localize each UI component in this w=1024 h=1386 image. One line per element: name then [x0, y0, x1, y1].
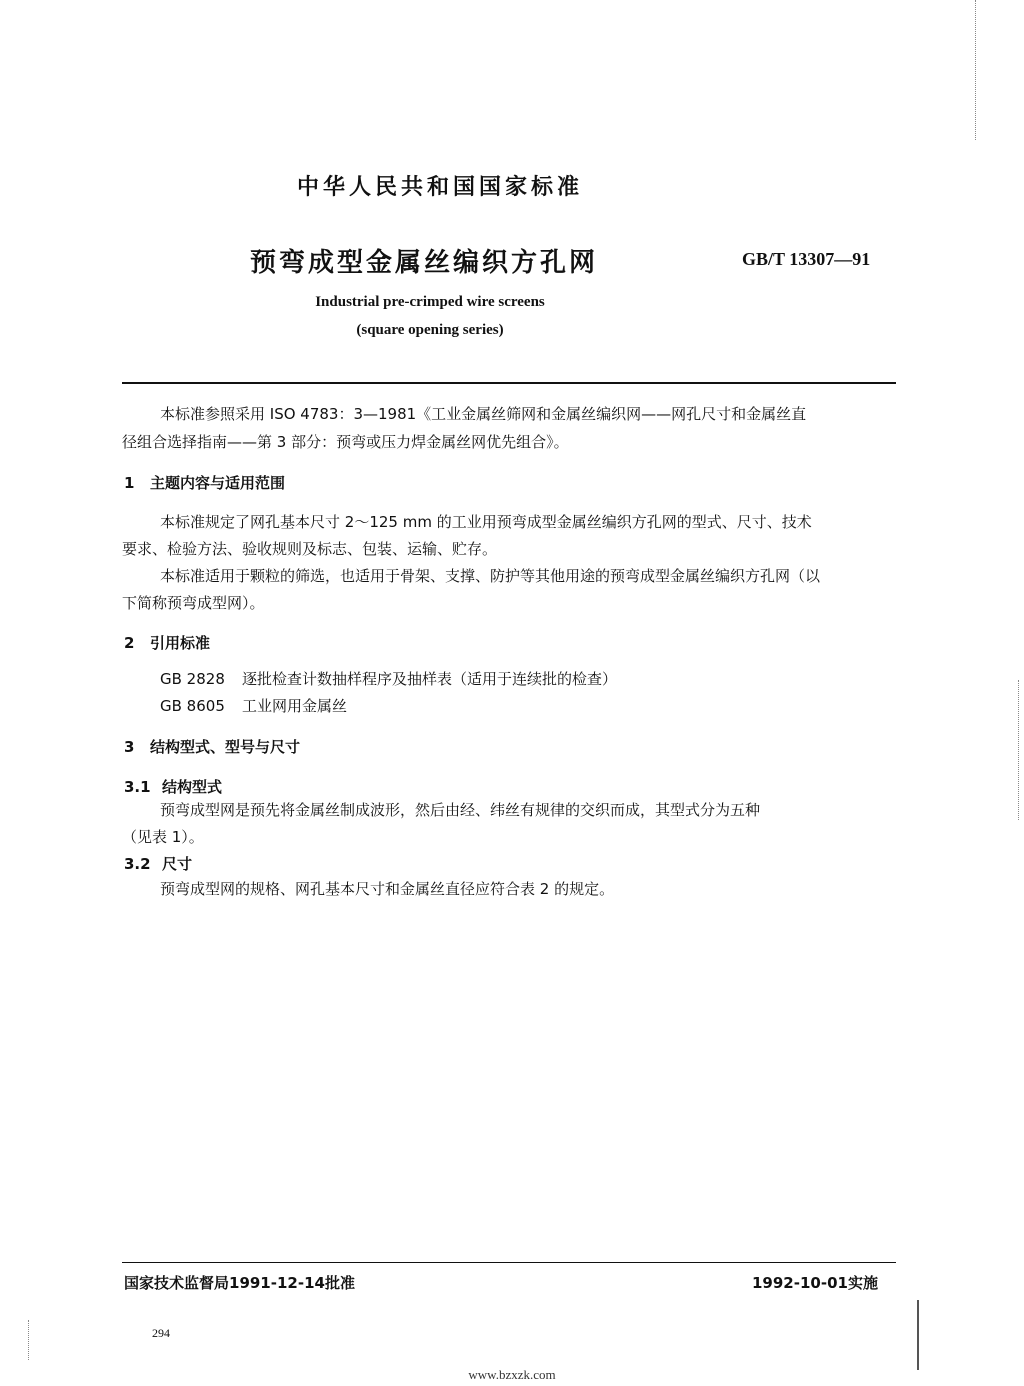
section-1-para-2-line-1: 本标准适用于颗粒的筛选，也适用于骨架、支撑、防护等其他用途的预弯成型金属丝编织方孔网（以 — [160, 567, 821, 585]
section-3-1-line-1: 预弯成型网是预先将金属丝制成波形，然后由经、纬丝有规律的交织而成，其型式分为五种 — [160, 801, 761, 819]
document-title: 预弯成型金属丝编织方孔网 — [250, 248, 599, 278]
section-1-para-2-line-2: 下简称预弯成型网）。 — [122, 594, 265, 612]
intro-line-2: 径组合选择指南——第 3 部分：预弯或压力焊金属丝网优先组合》。 — [122, 433, 569, 451]
standard-code: GB/T 13307—91 — [742, 249, 871, 269]
section-title: 主题内容与适用范围 — [150, 474, 286, 492]
reference-item — [160, 695, 347, 716]
section-3-2-heading — [124, 853, 192, 874]
section-title: 结构型式 — [162, 778, 223, 796]
section-number: 3.2 — [124, 855, 151, 873]
reference-item — [160, 668, 617, 689]
section-3-2-line-1: 预弯成型网的规格、网孔基本尺寸和金属丝直径应符合表 2 的规定。 — [160, 880, 615, 898]
scan-edge-mark — [1018, 680, 1019, 820]
section-1-para-1-line-1: 本标准规定了网孔基本尺寸 2～125 mm 的工业用预弯成型金属丝编织方孔网的型式、尺寸、技术 — [160, 513, 812, 531]
page-number: 294 — [152, 1326, 170, 1340]
section-title: 结构型式、型号与尺寸 — [150, 738, 301, 756]
section-number: 3.1 — [124, 778, 151, 796]
header-divider — [122, 382, 896, 384]
reference-code: GB 2828 — [160, 670, 225, 688]
section-title: 尺寸 — [162, 855, 193, 873]
section-3-1-line-2: （见表 1）。 — [122, 828, 204, 846]
watermark-text: www.bzxzk.com — [468, 1367, 556, 1382]
section-1-heading — [124, 472, 285, 493]
section-title: 引用标准 — [150, 634, 211, 652]
reference-text: 工业网用金属丝 — [242, 697, 348, 715]
approval-date: 国家技术监督局1991-12-14批准 — [124, 1274, 355, 1292]
section-3-1-heading — [124, 776, 222, 797]
section-2-heading — [124, 632, 210, 653]
scan-edge-mark — [975, 0, 976, 140]
scan-edge-mark — [28, 1320, 29, 1360]
section-number: 1 — [124, 474, 135, 492]
english-title-line2: (square opening series) — [356, 322, 504, 338]
scan-edge-mark — [917, 1300, 919, 1370]
reference-code: GB 8605 — [160, 697, 225, 715]
section-3-heading — [124, 736, 300, 757]
section-number: 2 — [124, 634, 135, 652]
english-title-line1: Industrial pre-crimped wire screens — [315, 294, 545, 310]
standard-type-heading: 中华人民共和国国家标准 — [296, 175, 583, 200]
section-1-para-1-line-2: 要求、检验方法、验收规则及标志、包装、运输、贮存。 — [122, 540, 498, 558]
footer-divider — [122, 1262, 896, 1263]
effective-date: 1992-10-01实施 — [752, 1274, 878, 1292]
section-number: 3 — [124, 738, 135, 756]
reference-text: 逐批检查计数抽样程序及抽样表（适用于连续批的检查） — [242, 670, 618, 688]
intro-line-1: 本标准参照采用 ISO 4783：3—1981《工业金属丝筛网和金属丝编织网——网孔尺寸和金属丝直 — [160, 405, 807, 423]
